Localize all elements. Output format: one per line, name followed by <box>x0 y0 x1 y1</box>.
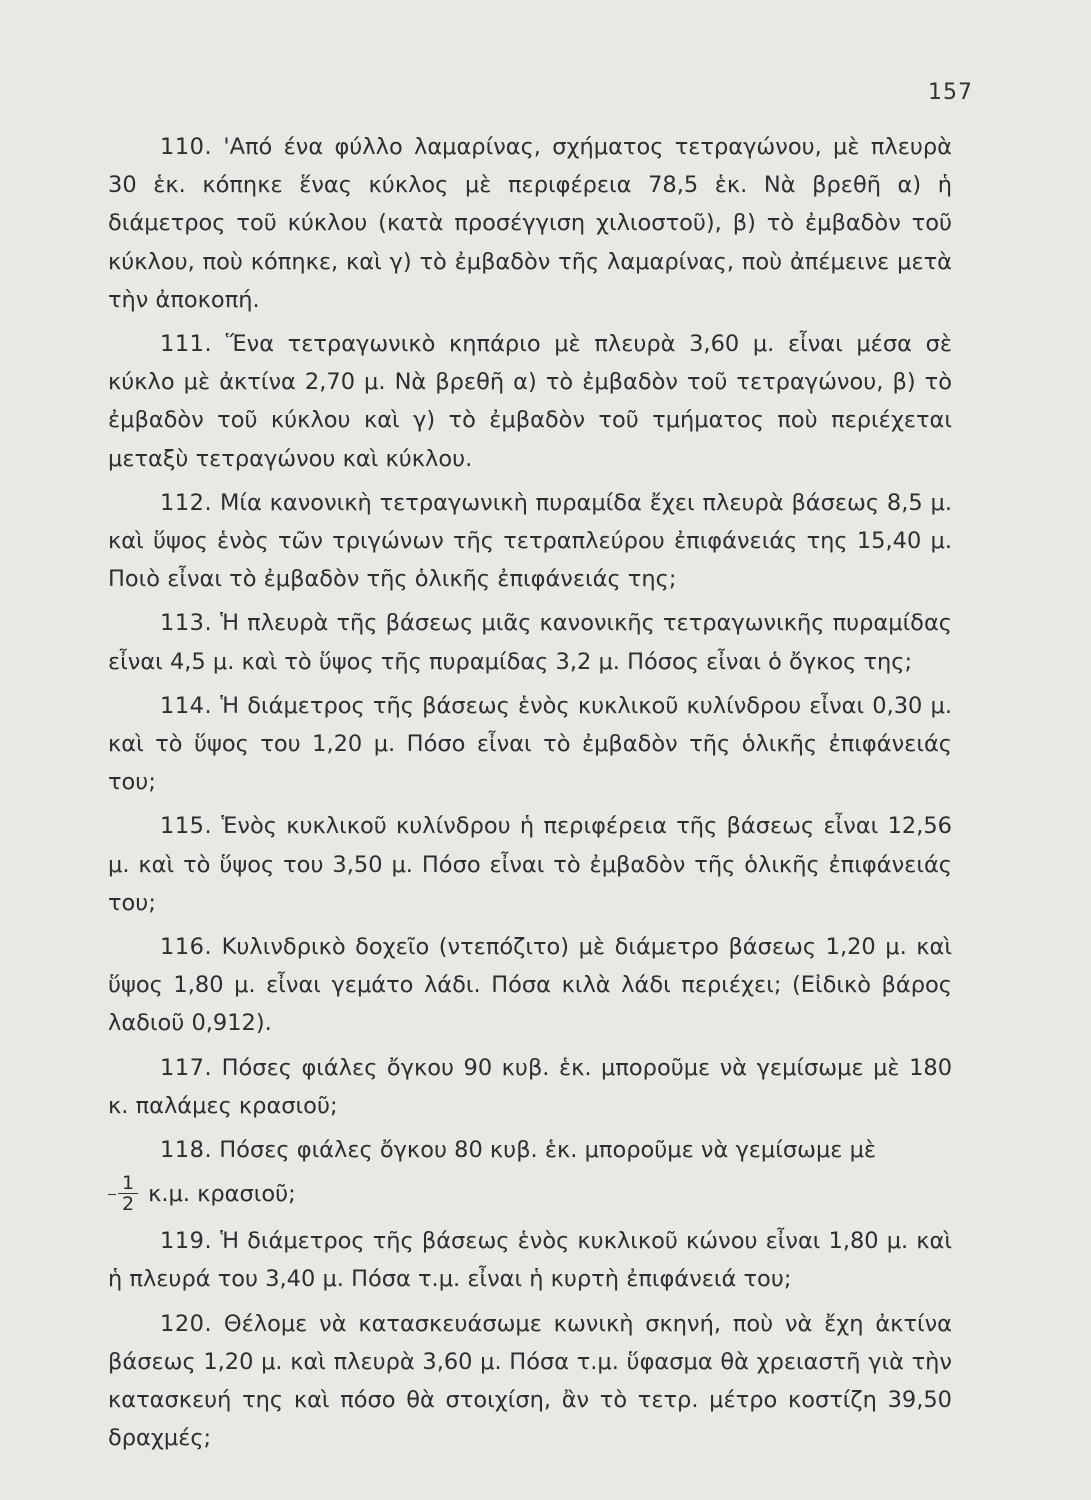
fraction-dash <box>108 1194 116 1195</box>
fraction-tail: κ.μ. κρασιοῦ; <box>148 1180 296 1207</box>
problem-number: 112. <box>160 489 213 516</box>
problem-number: 110. <box>160 134 213 160</box>
problem-text: Ἑνὸς κυκλικοῦ κυλίνδρου ἡ περιφέρεια τῆς βάσεως εἶναι 12,56 μ. καὶ τὸ ὕψος του 3,50 μ. Πόσο εἶναι τὸ ἐμβαδὸν τῆς ὁλικῆς ἐπιφάνειάς του; <box>108 813 952 916</box>
problem-116 <box>108 928 952 1043</box>
problem-text: Πόσες φιάλες ὄγκου 90 κυβ. ἑκ. μποροῦμε νὰ γεμίσωμε μὲ 180 κ. παλάμες κρασιοῦ; <box>108 1054 953 1119</box>
fraction-denominator: 2 <box>122 1193 135 1216</box>
problem-112 <box>108 484 952 599</box>
problem-number: 115. <box>160 813 213 840</box>
problem-113 <box>108 604 952 680</box>
problem-number: 118. <box>160 1137 213 1164</box>
problem-text: Πόσες φιάλες ὄγκου 80 κυβ. ἑκ. μποροῦμε νὰ γεμίσωμε μὲ <box>219 1137 877 1164</box>
problem-119 <box>108 1222 952 1298</box>
problem-110 <box>108 128 952 319</box>
problem-number: 113. <box>160 610 213 637</box>
problem-text: Ἡ διάμετρος τῆς βάσεως ἑνὸς κυκλικοῦ κώνου εἶναι 1,80 μ. καὶ ἡ πλευρά του 3,40 μ. Πόσα τ.μ. εἶναι ἡ κυρτὴ ἐπιφάνειά του; <box>108 1228 952 1293</box>
problem-117 <box>108 1049 952 1125</box>
problem-text: 'Από ένα φύλλο λαμαρίνας, σχήματος τετραγώνου, μὲ πλευρὰ 30 ἑκ. κόπηκε ἕνας κύκλος μὲ περιφέρεια 78,5 ἑκ. Νὰ βρεθῆ α) ἡ διάμετρος τοῦ κύκλου (κατὰ προσέγγιση χιλιοστοῦ), β) τὸ ἐμβαδὸν τοῦ κύκλου, ποὺ κόπηκε, καὶ γ) τὸ ἐμβαδὸν τῆς λαμαρίνας, ποὺ ἀπέμεινε μετὰ τὴν ἀποκοπή. <box>108 134 952 313</box>
problem-115 <box>108 807 952 922</box>
fraction-numerator: 1 <box>118 1173 138 1194</box>
problem-text: Ἕνα τετραγωνικὸ κηπάριο μὲ πλευρὰ 3,60 μ. εἶναι μέσα σὲ κύκλο μὲ ἀκτίνα 2,70 μ. Νὰ βρεθῆ α) τὸ ἐμβαδὸν τοῦ τετραγώνου, β) τὸ ἐμβαδὸν τοῦ κύκλου καὶ γ) τὸ ἐμβαδὸν τοῦ τμήματος ποὺ περιέχεται μεταξὺ τετραγώνου καὶ κύκλου. <box>108 331 952 472</box>
problem-text: Κυλινδρικὸ δοχεῖο (ντεπόζιτο) μὲ διάμετρο βάσεως 1,20 μ. καὶ ὕψος 1,80 μ. εἶναι γεμάτο λάδι. Πόσα κιλὰ λάδι περιέχει; (Εἰδικὸ βάρος λαδιοῦ 0,912). <box>108 934 952 1037</box>
problem-number: 116. <box>160 934 213 961</box>
problem-number: 120. <box>160 1310 213 1337</box>
problems-list <box>108 128 952 1458</box>
problem-text: Ἡ πλευρὰ τῆς βάσεως μιᾶς κανονικῆς τετραγωνικῆς πυραμίδας εἶναι 4,5 μ. καὶ τὸ ὕψος τῆς πυραμίδας 3,2 μ. Πόσος εἶναι ὁ ὄγκος της; <box>108 610 952 675</box>
problem-number: 119. <box>160 1228 213 1255</box>
problem-number: 114. <box>160 692 213 719</box>
problem-118-fraction-line <box>108 1173 952 1214</box>
problem-118 <box>108 1131 952 1169</box>
page-number: 157 <box>928 80 973 105</box>
problem-text: Μία κανονικὴ τετραγωνικὴ πυραμίδα ἔχει πλευρὰ βάσεως 8,5 μ. καὶ ὕψος ἑνὸς τῶν τριγώνων τῆς τετραπλεύρου ἐπιφάνειάς της 15,40 μ. Ποιὸ εἶναι τὸ ἐμβαδὸν τῆς ὁλικῆς ἐπιφάνειάς της; <box>108 489 953 593</box>
problem-text: Ἡ διάμετρος τῆς βάσεως ἑνὸς κυκλικοῦ κυλίνδρου εἶναι 0,30 μ. καὶ τὸ ὕψος του 1,20 μ. Πόσο εἶναι τὸ ἐμβαδὸν τῆς ὁλικῆς ἐπιφάνειάς του; <box>108 692 952 796</box>
problem-120 <box>108 1305 952 1458</box>
problem-114 <box>108 687 952 802</box>
problem-number: 111. <box>160 331 213 358</box>
fraction <box>118 1173 138 1214</box>
problem-111 <box>108 325 952 478</box>
problem-number: 117. <box>160 1054 213 1081</box>
problem-text: Θέλομε νὰ κατασκευάσωμε κωνικὴ σκηνή, ποὺ νὰ ἔχη ἀκτίνα βάσεως 1,20 μ. καὶ πλευρὰ 3,60 μ. Πόσα τ.μ. ὕφασμα θὰ χρειαστῆ γιὰ τὴν κατασκευή της καὶ πόσο θὰ στοιχίση, ἂν τὸ τετρ. μέτρο κοστίζη 39,50 δραχμές; <box>108 1310 952 1452</box>
